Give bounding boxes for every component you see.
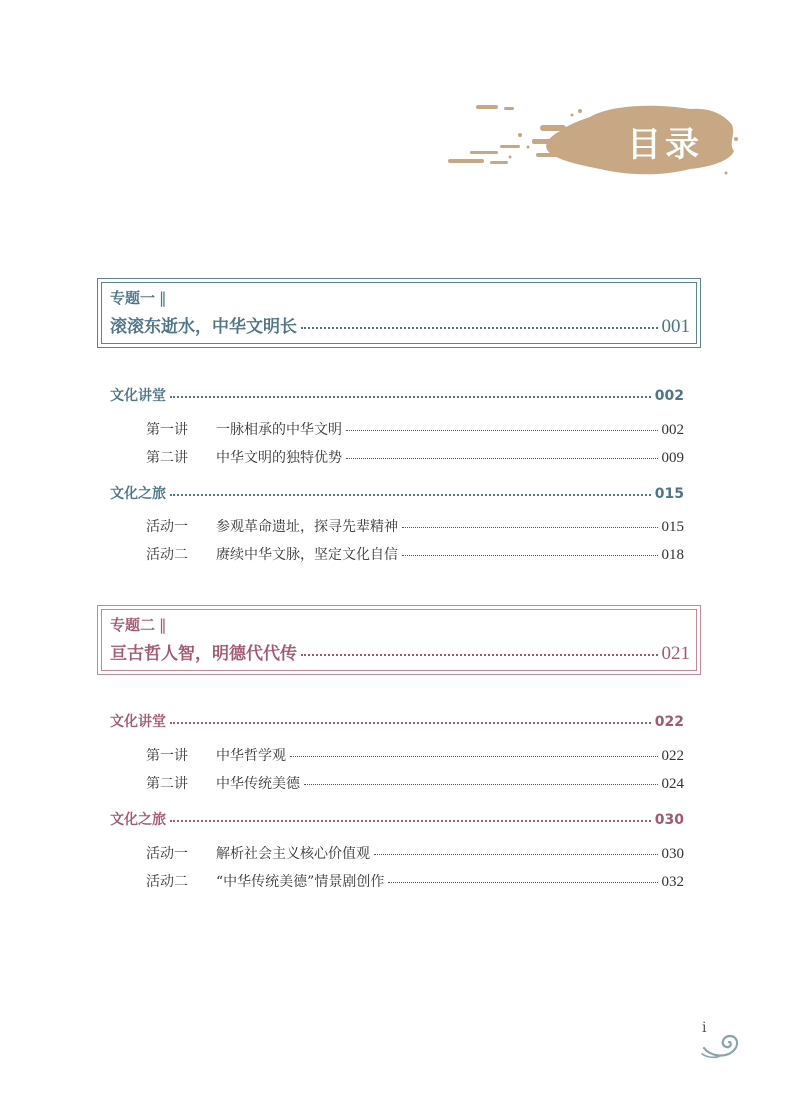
entry-label: 活动二 — [146, 874, 188, 890]
topic-label: 专题二 ‖ — [110, 616, 167, 634]
page-number: i — [702, 1020, 707, 1036]
section-entry[interactable] — [110, 385, 684, 405]
topic-entry[interactable] — [110, 639, 690, 667]
section-title: 文化讲堂 — [110, 388, 166, 404]
topic-title: 亘古哲人智，明德代代传 — [110, 644, 297, 664]
cloud-swirl-icon — [700, 1030, 746, 1060]
toc-entry[interactable] — [146, 516, 684, 536]
section-entry[interactable] — [110, 809, 684, 829]
page-title: 目录 — [627, 125, 703, 165]
section-page-number: 002 — [654, 388, 684, 404]
toc-entry[interactable] — [146, 447, 684, 467]
entry-title: 中华传统美德 — [216, 776, 300, 792]
entry-label: 第一讲 — [146, 422, 188, 438]
entry-page-number: 009 — [661, 450, 684, 466]
section-entry[interactable] — [110, 711, 684, 731]
topic-page-number: 001 — [661, 316, 690, 337]
entry-label: 活动二 — [146, 547, 188, 563]
entry-page-number: 015 — [661, 519, 684, 535]
toc-entry[interactable] — [146, 745, 684, 765]
entry-title: 中华文明的独特优势 — [216, 450, 342, 466]
topic-box-2 — [97, 605, 701, 675]
section-title: 文化讲堂 — [110, 714, 166, 730]
entry-page-number: 018 — [661, 547, 684, 563]
toc-entry[interactable] — [146, 544, 684, 564]
entry-title: “中华传统美德”情景剧创作 — [216, 874, 385, 890]
section-title: 文化之旅 — [110, 486, 166, 502]
entry-title: 一脉相承的中华文明 — [216, 422, 342, 438]
entry-label: 活动一 — [146, 519, 188, 535]
toc-entry[interactable] — [146, 843, 684, 863]
section-page-number: 015 — [654, 486, 684, 502]
entry-label: 第二讲 — [146, 776, 188, 792]
section-title: 文化之旅 — [110, 812, 166, 828]
toc-entry[interactable] — [146, 773, 684, 793]
entry-page-number: 032 — [661, 874, 684, 890]
entry-label: 第二讲 — [146, 450, 188, 466]
entry-title: 参观革命遗址，探寻先辈精神 — [216, 519, 398, 535]
section-entry[interactable] — [110, 483, 684, 503]
entry-page-number: 030 — [661, 846, 684, 862]
topic-box-1 — [97, 278, 701, 348]
topic-label: 专题一 ‖ — [110, 289, 167, 307]
section-page-number: 030 — [654, 812, 684, 828]
entry-title: 中华哲学观 — [216, 748, 286, 764]
entry-title: 赓续中华文脉，坚定文化自信 — [216, 547, 398, 563]
entry-page-number: 024 — [661, 776, 684, 792]
entry-label: 第一讲 — [146, 748, 188, 764]
topic-entry[interactable] — [110, 312, 690, 340]
toc-entry[interactable] — [146, 419, 684, 439]
section-page-number: 022 — [654, 714, 684, 730]
entry-page-number: 022 — [661, 748, 684, 764]
toc-entry[interactable] — [146, 871, 684, 891]
topic-page-number: 021 — [661, 643, 690, 664]
topic-title: 滚滚东逝水，中华文明长 — [110, 317, 297, 337]
toc-title-block — [440, 95, 740, 185]
entry-label: 活动一 — [146, 846, 188, 862]
entry-page-number: 002 — [661, 422, 684, 438]
entry-title: 解析社会主义核心价值观 — [216, 846, 370, 862]
